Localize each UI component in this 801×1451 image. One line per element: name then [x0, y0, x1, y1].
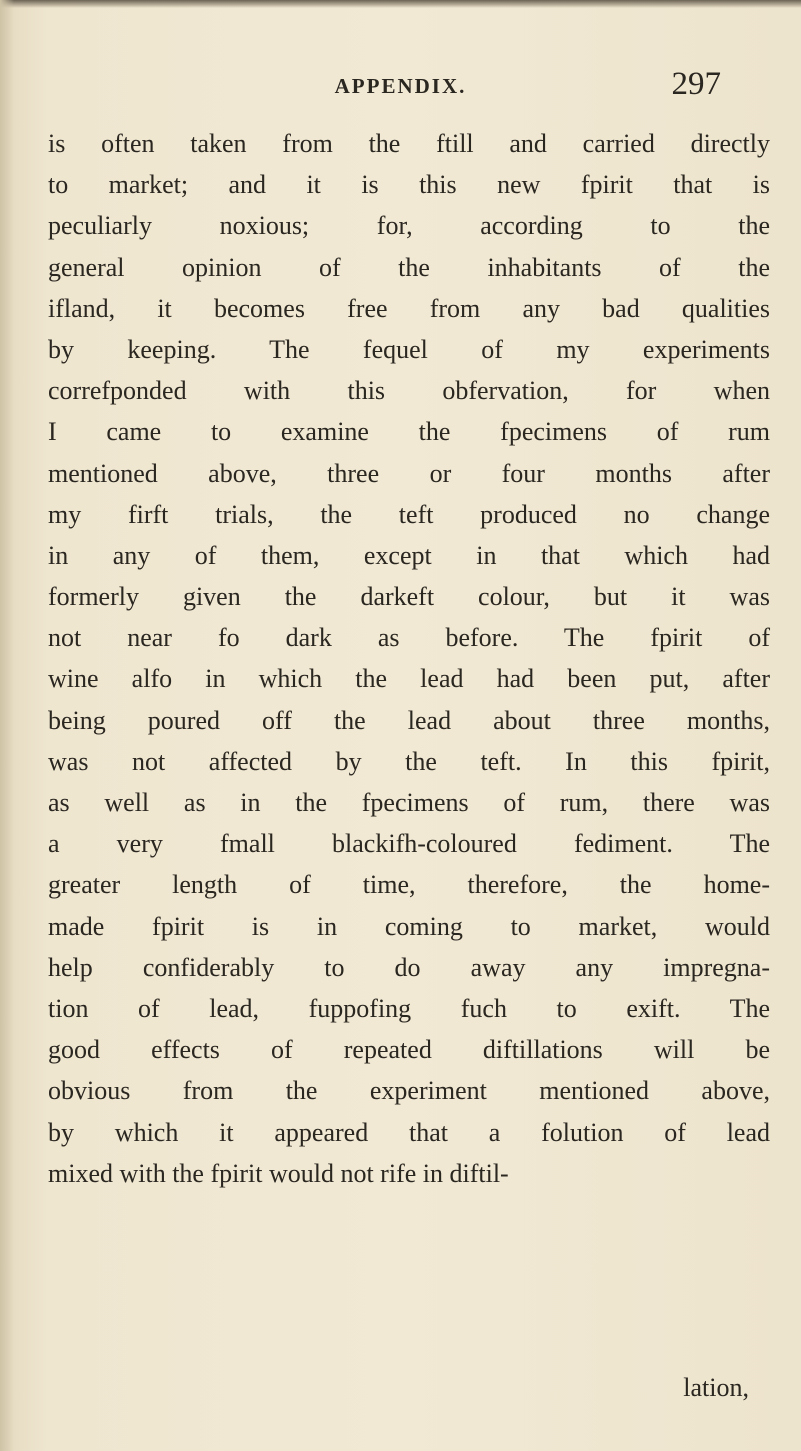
text-line: mentioned above, three or four months after [48, 458, 770, 488]
text-line: help confiderably to do away any impregna- [48, 952, 770, 982]
catchword: lation, [683, 1373, 749, 1402]
body-text [48, 123, 770, 1194]
text-line: formerly given the darkeft colour, but it was [48, 582, 770, 612]
text-line: ifland, it becomes free from any bad qualities [48, 293, 770, 323]
text-line: my firft trials, the teft produced no change [48, 499, 770, 529]
text-line: being poured off the lead about three months, [48, 705, 770, 735]
text-line: greater length of time, therefore, the home- [48, 870, 770, 900]
text-line: wine alfo in which the lead had been put, after [48, 664, 770, 694]
text-line: tion of lead, fuppofing fuch to exift. The [48, 993, 770, 1023]
page-number: 297 [671, 66, 721, 102]
text-line: not near fo dark as before. The fpirit of [48, 623, 770, 653]
running-head: APPENDIX. [334, 74, 467, 98]
text-line: in any of them, except in that which had [48, 540, 770, 570]
text-line: is often taken from the ftill and carried directly [48, 129, 770, 158]
text-line: a very fmall blackifh-coloured fediment. The [48, 829, 770, 859]
text-line: general opinion of the inhabitants of the [48, 252, 770, 282]
text-line: by which it appeared that a folution of lead [48, 1117, 770, 1147]
text-line: correfponded with this obfervation, for when [48, 376, 770, 406]
text-line: peculiarly noxious; for, according to the [48, 211, 770, 241]
page-header [0, 60, 801, 110]
page-top-shadow [0, 0, 801, 8]
text-line: as well as in the fpecimens of rum, there was [48, 788, 770, 817]
text-line: obvious from the experiment mentioned above, [48, 1076, 770, 1106]
text-line: to market; and it is this new fpirit that is [48, 170, 770, 200]
text-line: good effects of repeated diftillations will be [48, 1035, 770, 1065]
text-line: by keeping. The fequel of my experiments [48, 334, 770, 364]
text-line: was not affected by the teft. In this fpirit, [48, 746, 770, 776]
text-line: made fpirit is in coming to market, would [48, 911, 770, 941]
text-line: mixed with the fpirit would not rife in diftil- [48, 1158, 509, 1188]
text-line: I came to examine the fpecimens of rum [48, 417, 770, 447]
page-gutter-edge [0, 0, 14, 1451]
